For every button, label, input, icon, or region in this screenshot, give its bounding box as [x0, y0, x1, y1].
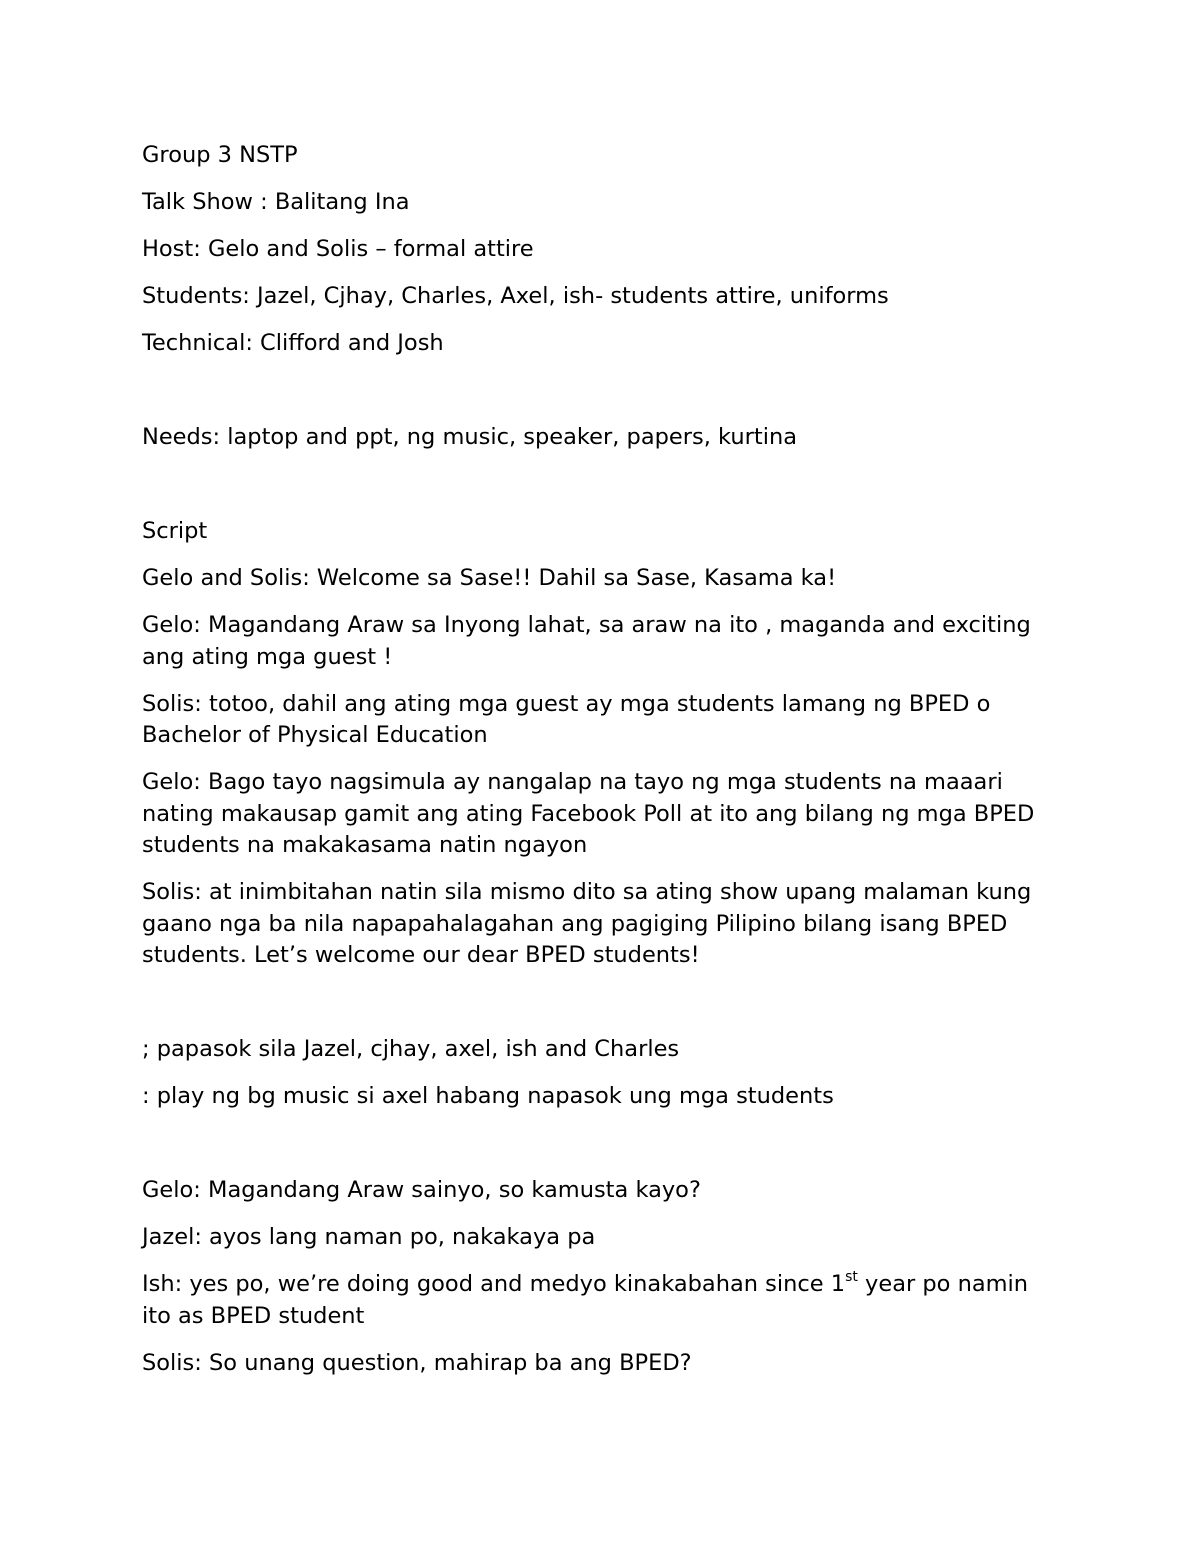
dialogue-line: Gelo: Magandang Araw sainyo, so kamusta kayo? — [142, 1177, 701, 1203]
dialogue-line: Solis: So unang question, mahirap ba ang BPED? — [142, 1349, 692, 1376]
students-line: Students: Jazel, Cjhay, Charles, Axel, ish- students attire, uniforms — [142, 283, 889, 309]
stage-direction: ; papasok sila Jazel, cjhay, axel, ish and Charles — [142, 1036, 680, 1062]
script-line: Gelo: Bago tayo nagsimula ay nangalap na tayo ng mga students na maaari nating makausap gamit ang ating Facebook Poll at ito ang bilang ng mga BPED students na makakasama natin ngayon — [142, 769, 1035, 858]
script-line: Gelo and Solis: Welcome sa Sase!! Dahil sa Sase, Kasama ka! — [142, 565, 837, 591]
script-heading: Script — [142, 518, 208, 544]
document-body — [142, 140, 1062, 1395]
ish-line-after: year po namin ito as BPED student — [142, 1271, 1029, 1329]
script-line: Solis: totoo, dahil ang ating mga guest ay mga students lamang ng BPED o Bachelor of Physical Education — [142, 690, 991, 748]
talk-show-line: Talk Show : Balitang Ina — [142, 189, 410, 215]
script-line: Gelo: Magandang Araw sa Inyong lahat, sa araw na ito , maganda and exciting ang ating mga guest ! — [142, 612, 1031, 670]
blank-line — [142, 375, 1062, 407]
ish-dialogue-line — [142, 1269, 1062, 1332]
blank-line — [142, 1128, 1062, 1160]
ish-line-before: Ish: yes po, we’re doing good and medyo kinakabahan since 1 — [142, 1271, 846, 1297]
host-line: Host: Gelo and Solis – formal attire — [142, 236, 534, 262]
document-title: Group 3 NSTP — [142, 142, 298, 168]
ordinal-superscript: st — [845, 1268, 858, 1285]
needs-line: Needs: laptop and ppt, ng music, speaker, papers, kurtina — [142, 424, 797, 450]
blank-line — [142, 987, 1062, 1019]
stage-direction: : play ng bg music si axel habang napasok ung mga students — [142, 1083, 834, 1109]
blank-line — [142, 469, 1062, 501]
dialogue-line: Jazel: ayos lang naman po, nakakaya pa — [142, 1224, 596, 1250]
technical-line: Technical: Clifford and Josh — [142, 330, 444, 356]
script-line: Solis: at inimbitahan natin sila mismo dito sa ating show upang malaman kung gaano nga ba nila napapahalagahan ang pagiging Pilipino bilang isang BPED students. Let’s welcome our dear BPED students! — [142, 879, 1032, 968]
